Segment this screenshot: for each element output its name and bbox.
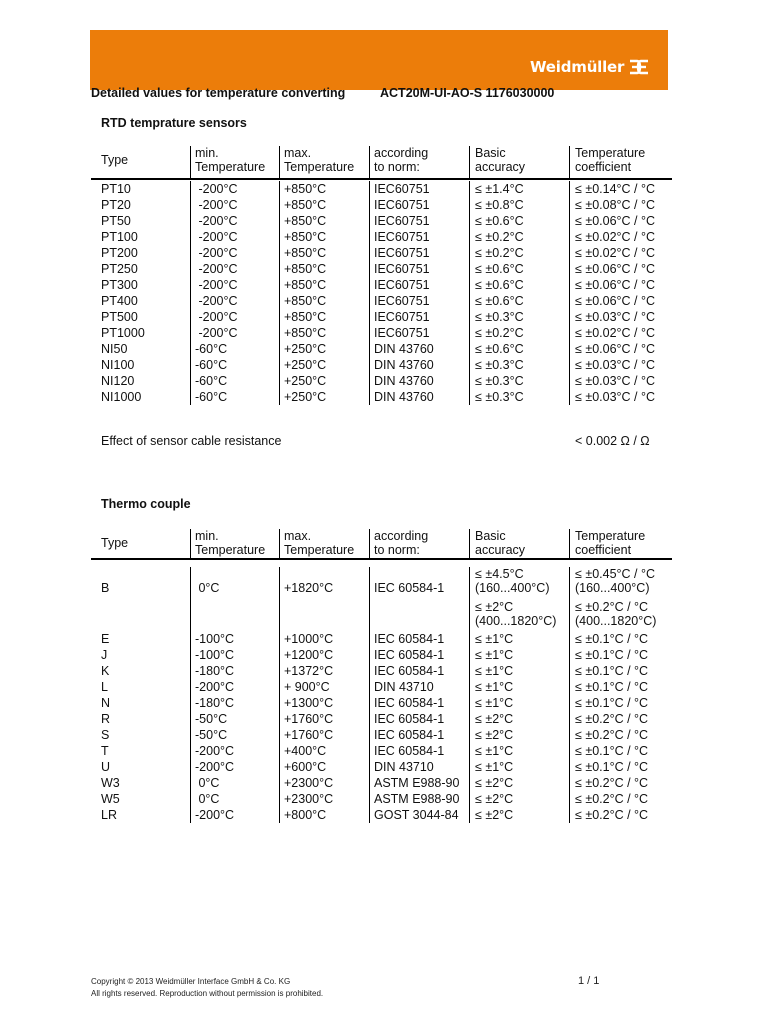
cell-min: 0°C — [195, 776, 220, 790]
cell-coefficient: ≤ ±0.03°C / °C — [575, 390, 655, 404]
table-row — [91, 293, 672, 309]
table-row — [91, 197, 672, 213]
cell-coefficient: ≤ ±0.1°C / °C — [575, 696, 649, 710]
cell-type: N — [101, 696, 111, 710]
cell-accuracy: ≤ ±0.8°C — [475, 198, 524, 212]
cell-coefficient: ≤ ±0.2°C / °C — [575, 792, 649, 806]
cell-coefficient: ≤ ±0.03°C / °C — [575, 310, 655, 324]
cell-max: +2300°C — [284, 776, 334, 790]
cell-norm: DIN 43760 — [374, 358, 434, 372]
cell-coefficient: ≤ ±0.06°C / °C — [575, 342, 655, 356]
cell-max: +1372°C — [284, 664, 334, 678]
cell-coefficient: ≤ ±0.1°C / °C — [575, 664, 649, 678]
table-row — [91, 663, 672, 679]
cell-norm: IEC 60584-1 — [374, 664, 445, 678]
cell-max: +600°C — [284, 760, 327, 774]
cell-accuracy: ≤ ±0.6°C — [475, 214, 524, 228]
cell-type: NI50 — [101, 342, 128, 356]
cell-min: -100°C — [195, 648, 235, 662]
cell-norm: IEC60751 — [374, 230, 430, 244]
cell-max: +250°C — [284, 374, 327, 388]
cell-max: +850°C — [284, 262, 327, 276]
cell-norm: IEC60751 — [374, 198, 430, 212]
cell-accuracy: ≤ ±1°C — [475, 744, 514, 758]
cell-type: R — [101, 712, 111, 726]
cell-norm: DIN 43760 — [374, 390, 434, 404]
tc-table-header — [91, 529, 672, 559]
cell-max: +400°C — [284, 744, 327, 758]
cell-min: -200°C — [195, 326, 238, 340]
cell-type: PT50 — [101, 214, 131, 228]
cell-type: PT200 — [101, 246, 138, 260]
cell-coefficient: ≤ ±0.1°C / °C — [575, 760, 649, 774]
cell-norm: IEC 60584-1 — [374, 648, 445, 662]
cell-type: PT250 — [101, 262, 138, 276]
tc-header-norm: according to norm: — [374, 529, 429, 557]
cell-max: +1200°C — [284, 648, 334, 662]
cell-type: NI1000 — [101, 390, 142, 404]
cell-coefficient: ≤ ±0.06°C / °C — [575, 262, 655, 276]
cell-norm: ASTM E988-90 — [374, 776, 460, 790]
cell-norm: GOST 3044-84 — [374, 808, 459, 822]
cell-min: -200°C — [195, 808, 235, 822]
cell-min: -60°C — [195, 374, 228, 388]
cell-max: +850°C — [284, 246, 327, 260]
rtd-header-min: min. Temperature — [195, 146, 266, 174]
cell-norm: IEC60751 — [374, 262, 430, 276]
cell-min: -200°C — [195, 680, 235, 694]
cell-accuracy: ≤ ±1°C — [475, 664, 514, 678]
cell-coefficient: ≤ ±0.06°C / °C — [575, 294, 655, 308]
cell-accuracy: ≤ ±1°C — [475, 632, 514, 646]
cell-norm: IEC60751 — [374, 326, 430, 340]
rtd-section-title: RTD temprature sensors — [101, 116, 247, 130]
cell-accuracy: ≤ ±2°C — [475, 712, 514, 726]
cell-max: + 900°C — [284, 680, 330, 694]
cell-min: -200°C — [195, 246, 238, 260]
cell-type: NI100 — [101, 358, 135, 372]
cell-norm: IEC 60584-1 — [374, 712, 445, 726]
cell-max: +1760°C — [284, 728, 334, 742]
cell-max: +850°C — [284, 182, 327, 196]
tc-header-max: max. Temperature — [284, 529, 355, 557]
cell-max: +850°C — [284, 294, 327, 308]
cell-max: +850°C — [284, 214, 327, 228]
table-row — [91, 711, 672, 727]
table-row — [91, 775, 672, 791]
cell-type: T — [101, 744, 109, 758]
cell-max: +1000°C — [284, 632, 334, 646]
cell-accuracy: ≤ ±2°C — [475, 792, 514, 806]
tc-accuracy: ≤ ±4.5°C (160...400°C) — [475, 567, 550, 595]
table-row — [91, 727, 672, 743]
weidmueller-mark-icon — [628, 58, 650, 76]
cell-min: -60°C — [195, 358, 228, 372]
table-row — [91, 631, 672, 647]
tc-max: +1820°C — [284, 581, 334, 595]
cell-type: K — [101, 664, 110, 678]
cell-norm: DIN 43710 — [374, 680, 434, 694]
cell-max: +1760°C — [284, 712, 334, 726]
brand-logo — [530, 57, 660, 77]
rtd-header-type: Type — [101, 153, 129, 167]
cell-max: +850°C — [284, 278, 327, 292]
cable-resistance-label: Effect of sensor cable resistance — [101, 434, 282, 448]
cell-min: -50°C — [195, 712, 228, 726]
rights-line: All rights reserved. Reproduction without permission is prohibited. — [91, 989, 324, 998]
cell-min: -100°C — [195, 632, 235, 646]
cell-accuracy: ≤ ±0.6°C — [475, 294, 524, 308]
cell-max: +850°C — [284, 310, 327, 324]
cell-coefficient: ≤ ±0.1°C / °C — [575, 632, 649, 646]
tc-header-rule — [91, 558, 672, 560]
rtd-header-norm: according to norm: — [374, 146, 429, 174]
cell-coefficient: ≤ ±0.08°C / °C — [575, 198, 655, 212]
cell-accuracy: ≤ ±0.6°C — [475, 262, 524, 276]
cell-min: -200°C — [195, 278, 238, 292]
cell-max: +2300°C — [284, 792, 334, 806]
cell-coefficient: ≤ ±0.03°C / °C — [575, 358, 655, 372]
cell-norm: ASTM E988-90 — [374, 792, 460, 806]
cell-max: +250°C — [284, 358, 327, 372]
cell-norm: IEC60751 — [374, 278, 430, 292]
tc-header-type: Type — [101, 536, 129, 550]
cell-accuracy: ≤ ±0.2°C — [475, 230, 524, 244]
cell-accuracy: ≤ ±2°C — [475, 808, 514, 822]
cell-min: -200°C — [195, 760, 235, 774]
cell-accuracy: ≤ ±0.3°C — [475, 374, 524, 388]
table-row — [91, 807, 672, 823]
document-title: Detailed values for temperature converting — [91, 86, 346, 100]
cell-norm: IEC 60584-1 — [374, 696, 445, 710]
table-row — [91, 181, 672, 197]
product-designation: ACT20M-UI-AO-S 1176030000 — [380, 86, 555, 100]
table-row — [91, 695, 672, 711]
cell-min: -200°C — [195, 182, 238, 196]
cell-max: +250°C — [284, 390, 327, 404]
cell-coefficient: ≤ ±0.2°C / °C — [575, 712, 649, 726]
cell-norm: IEC 60584-1 — [374, 728, 445, 742]
cell-accuracy: ≤ ±2°C — [475, 728, 514, 742]
table-row — [91, 229, 672, 245]
cell-min: -200°C — [195, 198, 238, 212]
cell-min: 0°C — [195, 792, 220, 806]
cell-coefficient: ≤ ±0.2°C / °C — [575, 808, 649, 822]
table-row — [91, 389, 672, 405]
cell-min: -200°C — [195, 230, 238, 244]
cell-norm: IEC60751 — [374, 246, 430, 260]
tc-norm: IEC 60584-1 — [374, 581, 445, 595]
table-row — [91, 325, 672, 341]
table-row — [91, 213, 672, 229]
cell-type: NI120 — [101, 374, 135, 388]
cell-norm: DIN 43760 — [374, 342, 434, 356]
copyright-line: Copyright © 2013 Weidmüller Interface GmbH & Co. KG — [91, 977, 291, 986]
cell-norm: IEC60751 — [374, 182, 430, 196]
table-row — [91, 373, 672, 389]
tc-header-accuracy: Basic accuracy — [475, 529, 526, 557]
footer-copyright — [91, 976, 323, 1000]
cell-type: S — [101, 728, 110, 742]
cell-accuracy: ≤ ±0.3°C — [475, 390, 524, 404]
cell-norm: IEC60751 — [374, 214, 430, 228]
cell-type: PT400 — [101, 294, 138, 308]
tc-header-min: min. Temperature — [195, 529, 266, 557]
cell-min: -200°C — [195, 744, 235, 758]
cell-min: -180°C — [195, 696, 235, 710]
cell-norm: IEC 60584-1 — [374, 744, 445, 758]
tc-header-coefficient: Temperature coefficient — [575, 529, 646, 557]
table-row — [91, 759, 672, 775]
brand-name: Weidmüller — [530, 58, 625, 76]
cell-coefficient: ≤ ±0.14°C / °C — [575, 182, 655, 196]
cell-max: +850°C — [284, 198, 327, 212]
cell-norm: IEC 60584-1 — [374, 632, 445, 646]
cell-accuracy: ≤ ±2°C — [475, 776, 514, 790]
cell-type: PT100 — [101, 230, 138, 244]
cell-max: +850°C — [284, 230, 327, 244]
tc-min: 0°C — [195, 581, 220, 595]
cell-coefficient: ≤ ±0.2°C / °C — [575, 728, 649, 742]
cell-norm: DIN 43760 — [374, 374, 434, 388]
cell-type: W3 — [101, 776, 120, 790]
cell-coefficient: ≤ ±0.06°C / °C — [575, 214, 655, 228]
tc-section-title: Thermo couple — [101, 497, 191, 511]
rtd-header-rule — [91, 178, 672, 180]
cell-type: U — [101, 760, 111, 774]
table-row — [91, 309, 672, 325]
cell-accuracy: ≤ ±1°C — [475, 648, 514, 662]
cell-type: L — [101, 680, 108, 694]
cell-accuracy: ≤ ±0.2°C — [475, 246, 524, 260]
cell-coefficient: ≤ ±0.1°C / °C — [575, 744, 649, 758]
tc-type: B — [101, 581, 110, 595]
table-row — [91, 357, 672, 373]
cell-coefficient: ≤ ±0.1°C / °C — [575, 680, 649, 694]
page-number: 1 / 1 — [578, 975, 600, 987]
table-row — [91, 261, 672, 277]
cell-min: -50°C — [195, 728, 228, 742]
cell-min: -60°C — [195, 390, 228, 404]
table-row — [91, 341, 672, 357]
cell-min: -200°C — [195, 214, 238, 228]
cell-min: -180°C — [195, 664, 235, 678]
cell-type: LR — [101, 808, 117, 822]
cell-min: -60°C — [195, 342, 228, 356]
cell-coefficient: ≤ ±0.06°C / °C — [575, 278, 655, 292]
cell-type: E — [101, 632, 110, 646]
table-row — [91, 679, 672, 695]
cell-coefficient: ≤ ±0.03°C / °C — [575, 374, 655, 388]
cell-type: PT20 — [101, 198, 131, 212]
cell-type: PT10 — [101, 182, 131, 196]
cell-max: +1300°C — [284, 696, 334, 710]
table-row — [91, 791, 672, 807]
cell-type: PT1000 — [101, 326, 145, 340]
cell-norm: DIN 43710 — [374, 760, 434, 774]
rtd-header-accuracy: Basic accuracy — [475, 146, 526, 174]
rtd-header-coefficient: Temperature coefficient — [575, 146, 646, 174]
cell-accuracy: ≤ ±0.6°C — [475, 278, 524, 292]
table-row — [91, 743, 672, 759]
cell-coefficient: ≤ ±0.2°C / °C — [575, 776, 649, 790]
cell-type: PT500 — [101, 310, 138, 324]
cable-resistance-value: < 0.002 Ω / Ω — [575, 434, 650, 448]
cell-min: -200°C — [195, 262, 238, 276]
cell-coefficient: ≤ ±0.02°C / °C — [575, 326, 655, 340]
cell-accuracy: ≤ ±0.6°C — [475, 342, 524, 356]
table-row — [91, 277, 672, 293]
cell-coefficient: ≤ ±0.02°C / °C — [575, 230, 655, 244]
cell-coefficient: ≤ ±0.1°C / °C — [575, 648, 649, 662]
cell-type: J — [101, 648, 108, 662]
cell-accuracy: ≤ ±1°C — [475, 760, 514, 774]
cell-accuracy: ≤ ±0.3°C — [475, 310, 524, 324]
cell-accuracy: ≤ ±1.4°C — [475, 182, 524, 196]
cell-type: PT300 — [101, 278, 138, 292]
tc-coefficient: ≤ ±0.2°C / °C (400...1820°C) — [575, 600, 657, 628]
tc-coefficient: ≤ ±0.45°C / °C (160...400°C) — [575, 567, 655, 595]
cell-max: +800°C — [284, 808, 327, 822]
cell-min: -200°C — [195, 310, 238, 324]
cell-type: W5 — [101, 792, 120, 806]
cell-accuracy: ≤ ±0.3°C — [475, 358, 524, 372]
cell-max: +850°C — [284, 326, 327, 340]
cell-min: -200°C — [195, 294, 238, 308]
rtd-table-header — [91, 146, 672, 178]
cell-coefficient: ≤ ±0.02°C / °C — [575, 246, 655, 260]
cell-norm: IEC60751 — [374, 294, 430, 308]
table-row — [91, 647, 672, 663]
cell-accuracy: ≤ ±0.2°C — [475, 326, 524, 340]
rtd-header-max: max. Temperature — [284, 146, 355, 174]
tc-accuracy: ≤ ±2°C (400...1820°C) — [475, 600, 557, 628]
cell-accuracy: ≤ ±1°C — [475, 696, 514, 710]
cell-norm: IEC60751 — [374, 310, 430, 324]
table-row — [91, 245, 672, 261]
cell-max: +250°C — [284, 342, 327, 356]
cell-accuracy: ≤ ±1°C — [475, 680, 514, 694]
